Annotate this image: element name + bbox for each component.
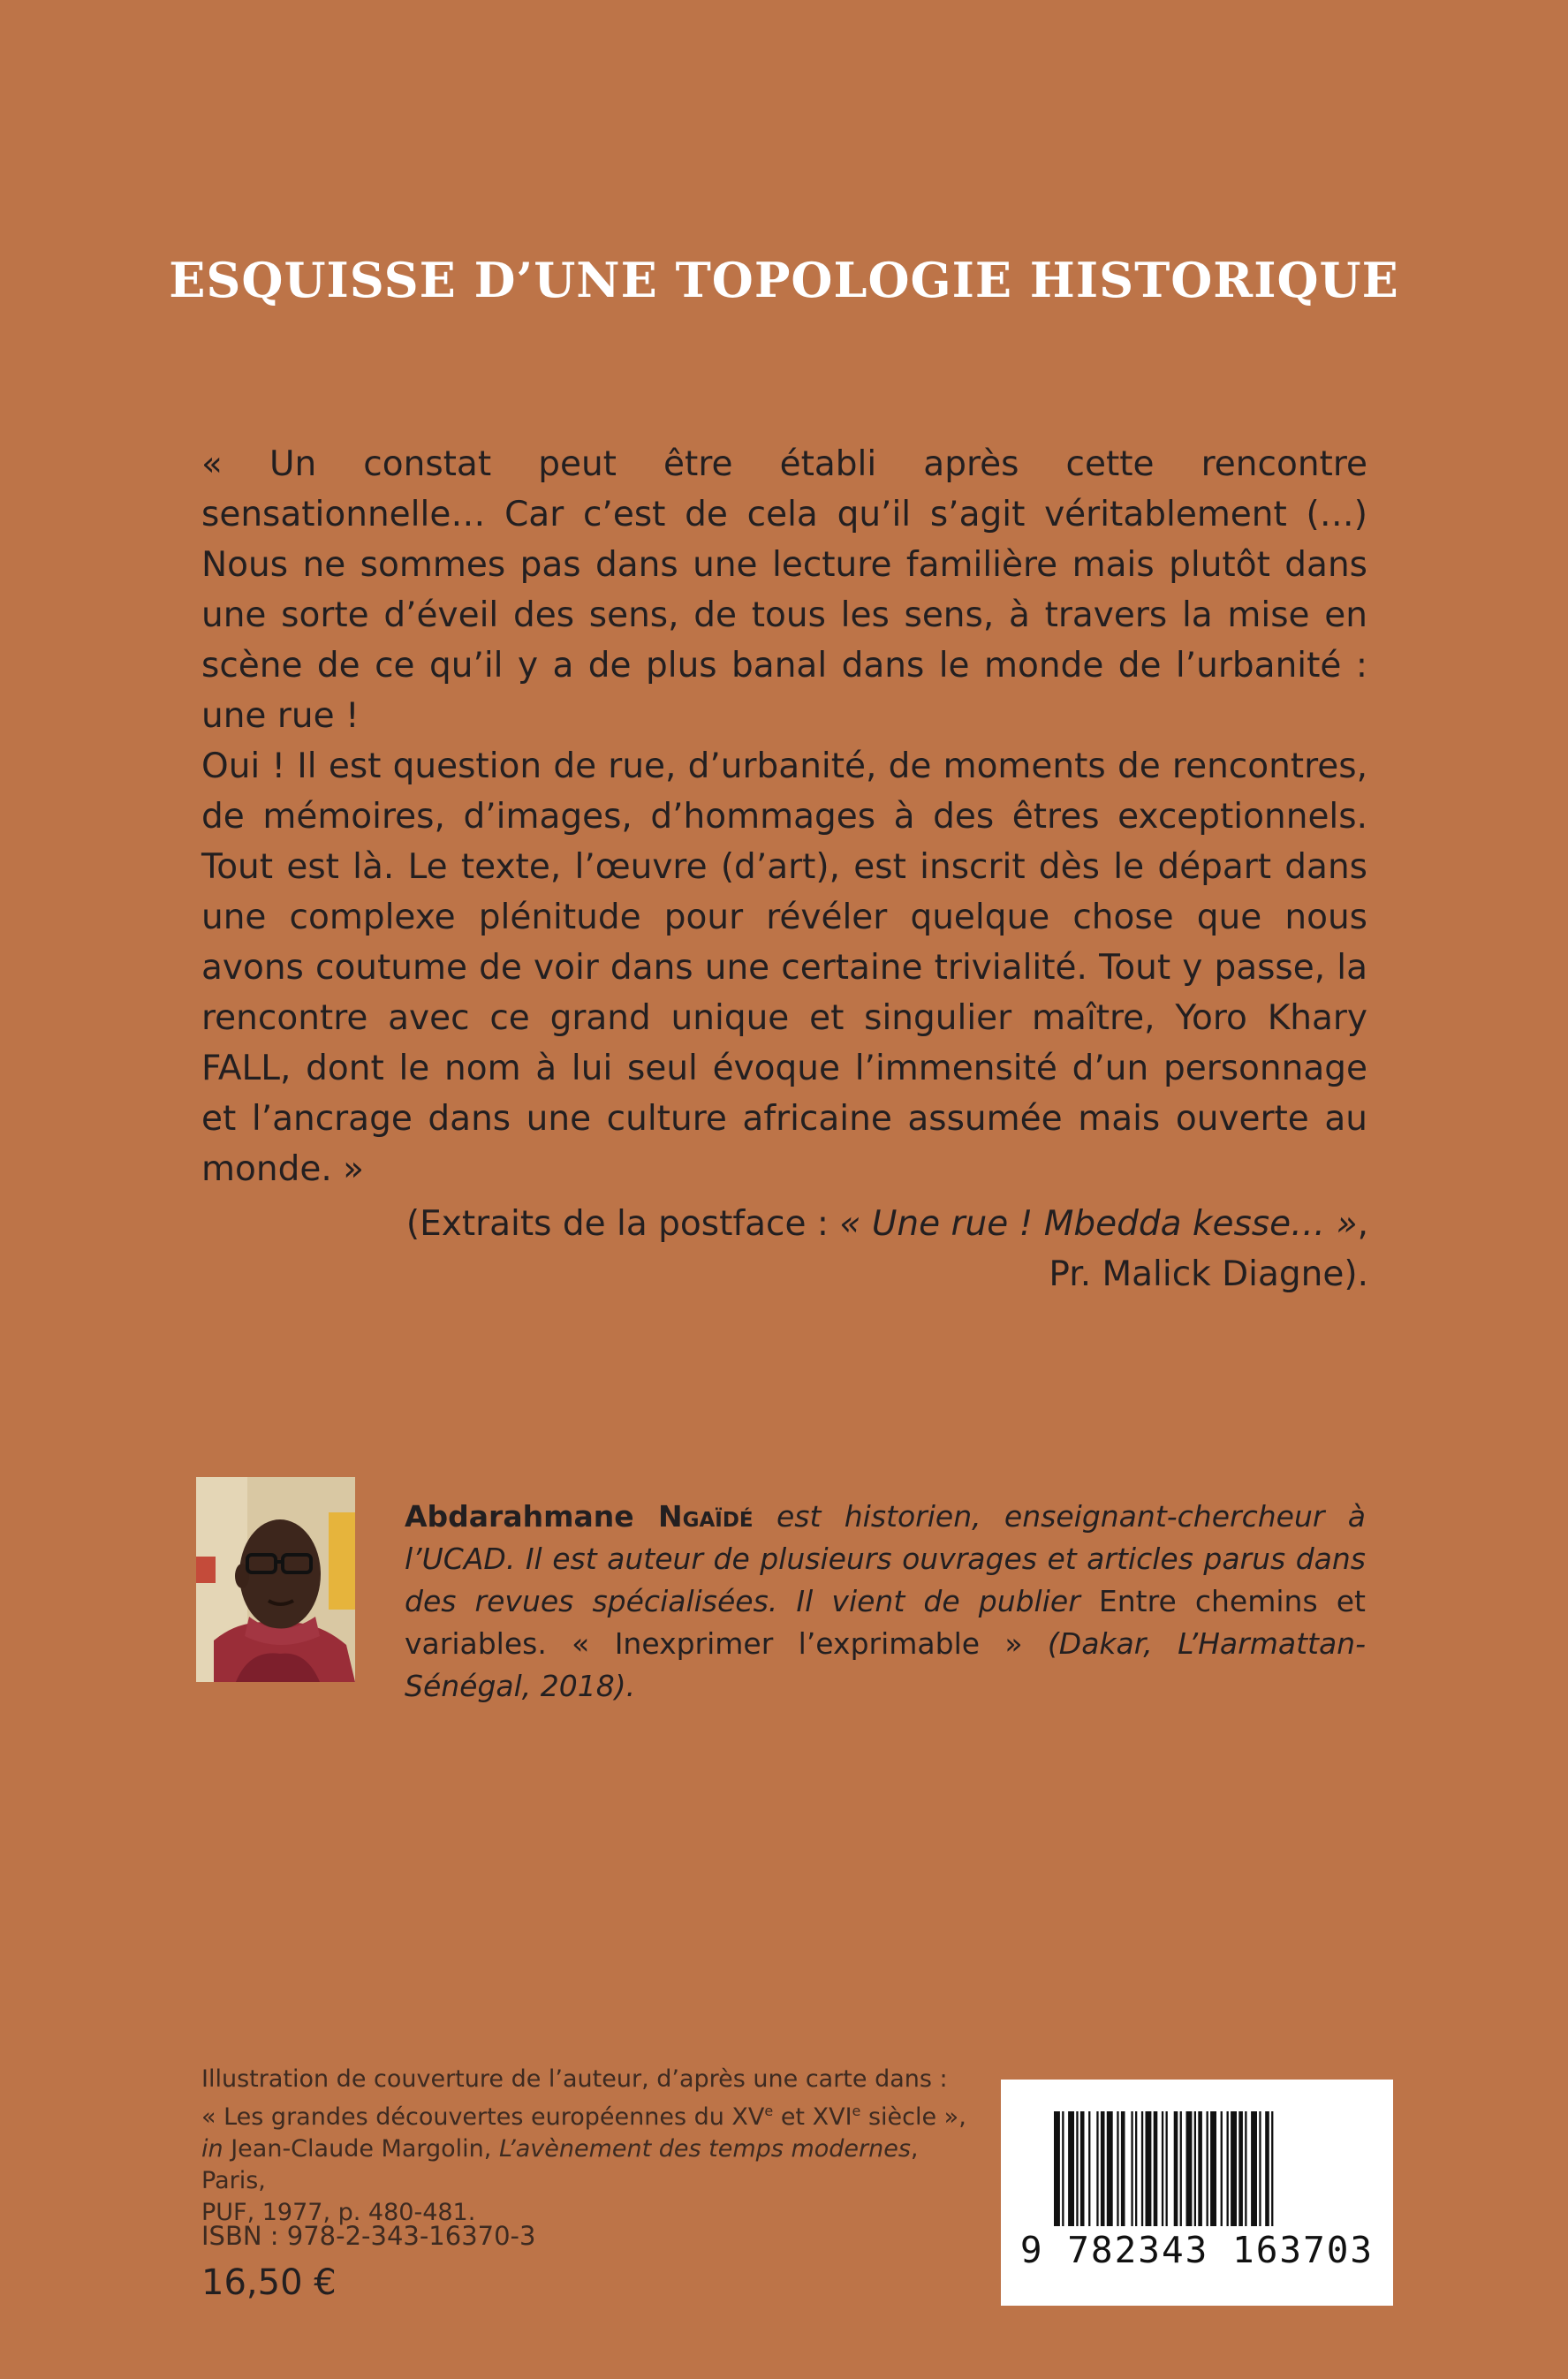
credits-book-title: L’avènement des temps modernes: [498, 2135, 911, 2163]
bio-book-title: Entre chemins et variables. « Inexprimer l’exprimable »: [405, 1584, 1366, 1661]
credits-sup-2: e: [852, 2102, 861, 2119]
barcode-bar: [1207, 2111, 1208, 2226]
attribution-prefix: (Extraits de la postface :: [405, 1204, 840, 1244]
barcode-bar: [1062, 2111, 1064, 2226]
credits-line-3a: Jean-Claude Margolin,: [223, 2135, 499, 2163]
barcode-bar: [1174, 2111, 1178, 2226]
credits-line-3b: , Paris,: [201, 2135, 919, 2194]
barcode-bar: [1068, 2111, 1074, 2226]
barcode-bar: [1227, 2111, 1229, 2226]
barcode-bar: [1054, 2111, 1060, 2226]
barcode-bars: [1052, 2111, 1342, 2226]
barcode-bar: [1131, 2111, 1132, 2226]
barcode-bar: [1117, 2111, 1118, 2226]
credits-sup-1: e: [764, 2102, 774, 2119]
author-portrait-illustration: [196, 1477, 355, 1682]
credits-line-2c: siècle »,: [860, 2103, 966, 2131]
barcode-bar: [1096, 2111, 1098, 2226]
barcode-bar: [1210, 2111, 1216, 2226]
barcode-bar: [1088, 2111, 1090, 2226]
attribution-line-1: [397, 1199, 1368, 1249]
barcode-bar: [1162, 2111, 1163, 2226]
quote-paragraph-2: Oui ! Il est question de rue, d’urbanité, de moments de rencontres, de mémoires, d’images, d’hommages à des êtres exceptionnels. Tout est là. Le texte, l’œuvre (d’art), est inscrit dès le départ dans une complexe plénitude pour révéler quelque chose que nous avons coutume de voir dans une certaine trivialité. Tout y passe, la rencontre avec ce grand unique et singulier maître, Yoro Khary FALL, dont le nom à lui seul évoque l’immensité d’un personnage et l’ancrage dans une culture africaine assumée mais ouverte au monde. »: [201, 746, 1367, 1189]
barcode-bar: [1180, 2111, 1182, 2226]
attribution-author: Pr. Malick Diagne).: [1049, 1254, 1368, 1294]
barcode-bar: [1186, 2111, 1193, 2226]
bio-text-2: (Dakar, L’Harmattan-Sénégal, 2018).: [405, 1626, 1366, 1703]
author-photo: [196, 1477, 355, 1682]
barcode-digits: 9 782343 163703: [1019, 2229, 1375, 2271]
barcode-bar: [1080, 2111, 1085, 2226]
barcode-bar: [1154, 2111, 1158, 2226]
barcode: [1001, 2080, 1393, 2306]
book-title: ESQUISSE D’UNE TOPOLOGIE HISTORIQUE: [169, 252, 1399, 308]
quote-block: [201, 439, 1367, 1194]
attribution-suffix: ,: [1357, 1204, 1368, 1244]
credits-in-word: in: [201, 2135, 223, 2163]
credits-line-3: [201, 2133, 979, 2197]
barcode-bar: [1265, 2111, 1269, 2226]
credits-line-2b: et XVI: [773, 2103, 852, 2131]
barcode-bar: [1141, 2111, 1143, 2226]
credits-line-2: [201, 2095, 979, 2133]
barcode-bar: [1107, 2111, 1113, 2226]
quote-paragraph-1: « Un constat peut être établi après cette rencontre sensationnelle… Car c’est de cela qu’il s’agit véritablement (…) Nous ne sommes pas dans une lecture familière mais plutôt dans une sorte d’éveil des sens, de tous les sens, à travers la mise en scène de ce qu’il y a de plus banal dans le monde de l’urbanité : une rue !: [201, 444, 1367, 736]
author-first-name: Abdarahmane: [405, 1499, 634, 1534]
attribution-work: « Une rue ! Mbedda kesse… »: [839, 1204, 1358, 1244]
barcode-bar: [1198, 2111, 1202, 2226]
author-last-name: Ngaïdé: [657, 1499, 754, 1534]
barcode-bar: [1245, 2111, 1246, 2226]
barcode-bar: [1251, 2111, 1257, 2226]
barcode-bar: [1121, 2111, 1125, 2226]
quote-attribution: [397, 1199, 1368, 1299]
barcode-bar: [1259, 2111, 1261, 2226]
credits-line-2a: « Les grandes découvertes européennes du XV: [201, 2103, 765, 2131]
barcode-bar: [1271, 2111, 1273, 2226]
barcode-bar: [1231, 2111, 1237, 2226]
bio-text-1: est historien, enseignant-chercheur à l’UCAD. Il est auteur de plusieurs ouvrages et articles parus dans des revues spécialisées. Il vient de publier: [405, 1499, 1366, 1618]
barcode-bar: [1194, 2111, 1196, 2226]
credits-line-1: Illustration de couverture de l’auteur, d’après une carte dans :: [201, 2065, 948, 2093]
isbn: ISBN : 978-2-343-16370-3: [201, 2221, 536, 2251]
price: 16,50 €: [201, 2262, 337, 2303]
barcode-bar: [1221, 2111, 1223, 2226]
barcode-bar: [1101, 2111, 1105, 2226]
barcode-bar: [1238, 2111, 1243, 2226]
barcode-bar: [1166, 2111, 1168, 2226]
cover-credits: [201, 2064, 979, 2229]
author-bio: [405, 1496, 1366, 1708]
author-name: [405, 1499, 754, 1534]
barcode-bar: [1135, 2111, 1137, 2226]
barcode-bar: [1146, 2111, 1152, 2226]
credits-line-4: PUF, 1977, p. 480-481.: [201, 2199, 476, 2226]
barcode-bar: [1076, 2111, 1078, 2226]
